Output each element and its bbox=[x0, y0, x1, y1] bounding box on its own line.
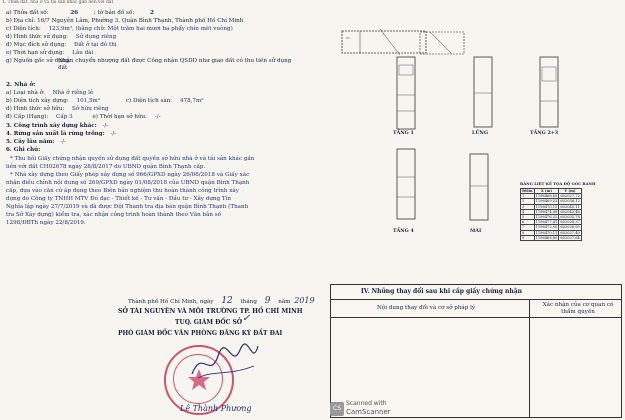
land-purpose-label: đ) Mục đích sử dụng: bbox=[6, 42, 67, 48]
mezzanine-drawing bbox=[470, 55, 498, 133]
coord-cell: 602027,40 bbox=[560, 230, 580, 235]
house-grade-label: đ) Cấp (Hạng): bbox=[6, 114, 49, 120]
floor-1-drawing bbox=[393, 55, 421, 135]
coord-cell: 5 bbox=[521, 215, 535, 220]
coord-table-title: BẢNG LIỆT KÊ TỌA ĐỘ GÓC RANH bbox=[520, 181, 596, 186]
coord-header-x: X (m) bbox=[534, 189, 559, 194]
house-term-label: e) Thời hạn sở hữu: bbox=[92, 114, 148, 120]
coord-cell: 8 bbox=[521, 230, 535, 235]
coord-cell: 602043,46 bbox=[560, 209, 580, 214]
top-cut-text: 1. Thửa đất, nhà ở và tài sản khác gắn liền với đất bbox=[2, 0, 114, 5]
note-line: Nghĩa lập ngày 27/7/2019 và đã được Đội Thanh tra địa bàn quận Bình Thạnh (Thanh bbox=[6, 204, 249, 210]
other-works-value: -/- bbox=[102, 123, 109, 129]
coord-cell: 1196468,65 bbox=[535, 194, 558, 199]
coord-cell: 602028,37 bbox=[560, 220, 580, 225]
coord-row bbox=[521, 235, 582, 240]
house-ownership-label: d) Hình thức sở hữu: bbox=[6, 106, 65, 112]
coord-cell: 6 bbox=[521, 220, 535, 225]
site-plan-drawing-2 bbox=[418, 28, 468, 58]
sign-year: 2019 bbox=[294, 296, 315, 305]
note-line: 1298/ĐBTh ngày 22/8/2019. bbox=[6, 220, 86, 226]
land-parcel-value: 26 bbox=[70, 10, 79, 16]
land-origin-value: Nhận chuyển nhượng đất được Công nhận QSDD như giao đất có thu tiền sử dụng đất bbox=[58, 58, 292, 71]
vice-director-title: PHÓ GIÁM ĐỐC VĂN PHÒNG ĐĂNG KÝ ĐẤT ĐAI bbox=[118, 330, 283, 337]
coord-cell: 1196469,23 bbox=[535, 199, 558, 204]
sign-month: 9 bbox=[264, 296, 271, 306]
land-use-form-value: Sử dụng riêng bbox=[75, 34, 117, 40]
land-sheet-label: ; tờ bản đồ số: bbox=[93, 10, 135, 16]
notes-label: 6. Ghi chú: bbox=[6, 147, 41, 153]
coord-cell: 2 bbox=[521, 199, 535, 204]
floor-4-label: TẦNG 4 bbox=[393, 228, 414, 234]
roof-label: MÁI bbox=[470, 228, 482, 234]
note-line: liền với đất CH02678 ngày 28/8/2017 do UBND quận Bình Thạnh cấp. bbox=[6, 164, 206, 170]
sign-place-date: Thành phố Hồ Chí Minh, ngày bbox=[128, 299, 214, 305]
coord-cell: 1196474,88 bbox=[535, 209, 558, 214]
site-plan-drawing bbox=[340, 25, 428, 59]
house-title: 2. Nhà ở: bbox=[6, 82, 36, 88]
house-grade-value: Cấp 3 bbox=[56, 114, 73, 120]
coord-cell: 1196470,15 bbox=[535, 204, 558, 209]
changes-title: IV. Những thay đổi sau khi cấp giấy chứng nhận bbox=[361, 288, 522, 295]
note-line: cấp, dựa vào căn cứ áp dụng theo Biên bản nghiệm thu hoàn thành công trình xây bbox=[6, 188, 239, 194]
coord-cell: 602036,12 bbox=[560, 199, 580, 204]
land-area-value: 123,9m², (bằng chữ: Một trăm hai mươi ba phẩy chín mét vuông) bbox=[48, 26, 233, 32]
land-term-label: e) Thời hạn sử dụng: bbox=[6, 50, 65, 56]
changes-box bbox=[330, 284, 622, 418]
coord-cell: 1196477,41 bbox=[535, 220, 558, 225]
coord-header-y: Y (m) bbox=[559, 189, 581, 194]
coord-cell: 602027,72 bbox=[560, 194, 580, 199]
signer-name: Lê Thành Phương bbox=[180, 404, 252, 413]
house-type-label: a) Loại nhà ở: bbox=[6, 90, 45, 96]
svg-text:▭: ▭ bbox=[346, 35, 350, 40]
coord-table bbox=[520, 188, 582, 241]
coord-cell: 1196468,80 bbox=[535, 235, 558, 240]
coord-cell: 602045,11 bbox=[560, 204, 580, 209]
land-parcel-label: a) Thửa đất số: bbox=[6, 10, 49, 16]
coord-cell: 1 bbox=[521, 194, 535, 199]
land-term-value: Lâu dài bbox=[72, 50, 94, 56]
floor-4-drawing bbox=[393, 147, 421, 225]
official-signature bbox=[188, 340, 260, 384]
coord-cell: 4 bbox=[521, 209, 535, 214]
perennial-label: 5. Cây lâu năm: bbox=[6, 139, 55, 145]
note-line: nhận điều chỉnh nội dung số 269/GPXD ngày 01/08/2018 của UBND quận Bình Thạnh bbox=[6, 180, 250, 186]
coord-cell: 7 bbox=[521, 225, 535, 230]
tuq-director: TUQ. GIÁM ĐỐC SỞ bbox=[175, 319, 243, 326]
camscanner-line1: Scanned with bbox=[346, 400, 387, 407]
coord-header-point: Điểm bbox=[522, 189, 533, 193]
coord-cell: 3 bbox=[521, 204, 535, 209]
land-origin-label: g) Nguồn gốc sử dụng: bbox=[6, 58, 71, 64]
house-build-area-label: b) Diện tích xây dựng: bbox=[6, 98, 69, 104]
land-address: b) Địa chỉ: 16/7 Nguyễn Lâm, Phường 3, Quận Bình Thạnh, Thành phố Hồ Chí Minh bbox=[6, 18, 244, 24]
coord-cell: 1196476,32 bbox=[535, 215, 558, 220]
perennial-value: -/- bbox=[60, 139, 66, 145]
camscanner-line2: CamScanner bbox=[346, 408, 391, 416]
coord-cell: 602026,95 bbox=[560, 225, 580, 230]
land-purpose-value: Đất ở tại đô thị bbox=[73, 42, 117, 48]
house-floor-area-value: 478,7m² bbox=[179, 98, 204, 104]
house-term-value: -/- bbox=[154, 114, 161, 120]
land-sheet-value: 2 bbox=[150, 10, 154, 16]
sign-year-label: năm bbox=[278, 299, 291, 305]
coord-cell: 9 bbox=[521, 235, 535, 240]
note-line: tra Sở Xây dựng) kiểm tra, xác nhận công trình hoàn thành theo Văn bản số bbox=[6, 212, 222, 218]
floor-2-3-label: TẦNG 2+3 bbox=[530, 130, 559, 136]
coord-cell: 602027,64 bbox=[560, 235, 580, 240]
changes-col-content: Nội dung thay đổi và cơ sở pháp lý bbox=[377, 305, 476, 311]
house-floor-area-label: c) Diện tích sàn: bbox=[125, 98, 173, 104]
floor-1-label: TẦNG 1 bbox=[393, 130, 414, 136]
roof-drawing bbox=[466, 152, 494, 226]
forest-label: 4. Rừng sản xuất là rừng trồng: bbox=[6, 131, 105, 137]
note-line: * Nhà xây dựng theo Giấy phép xây dựng số 966/GPXD ngày 26/06/2018 và Giấy xác bbox=[10, 172, 250, 178]
house-type-value: Nhà ở riêng lẻ bbox=[52, 90, 94, 96]
coord-cell: 1196472,90 bbox=[535, 225, 558, 230]
floor-2-3-drawing bbox=[536, 55, 564, 133]
house-ownership-value: Sở hữu riêng bbox=[72, 106, 109, 112]
mezzanine-label: LỬNG bbox=[472, 130, 489, 136]
coord-cell: 1196470,11 bbox=[535, 230, 558, 235]
coord-cell: 602035,78 bbox=[560, 215, 580, 220]
other-works-label: 3. Công trình xây dựng khác: bbox=[6, 123, 97, 129]
sign-day: 12 bbox=[221, 296, 233, 306]
agency-name: SỞ TÀI NGUYÊN VÀ MÔI TRƯỜNG TP. HỒ CHÍ MINH bbox=[118, 308, 303, 315]
changes-col-confirm: Xác nhận của cơ quan có thẩm quyền bbox=[542, 302, 614, 315]
land-area-label: c) Diện tích: bbox=[6, 26, 41, 32]
note-line: dựng do Công ty TNHH MTV Đo đạc - Thiết kế - Tư vấn - Đầu tư - Xây dựng Tín bbox=[6, 196, 232, 202]
camscanner-logo: CS bbox=[330, 402, 344, 416]
house-build-area-value: 101,5m² bbox=[76, 98, 101, 104]
note-line: * Thu hồi Giấy chứng nhận quyền sử dụng đất quyền sở hữu nhà ở và tài sản khác gắn bbox=[10, 156, 255, 162]
tuq-initial-signature: ✓ bbox=[242, 313, 251, 324]
land-use-form-label: d) Hình thức sử dụng: bbox=[6, 34, 69, 40]
sign-month-label: tháng bbox=[240, 299, 257, 305]
forest-value: -/- bbox=[110, 131, 117, 137]
